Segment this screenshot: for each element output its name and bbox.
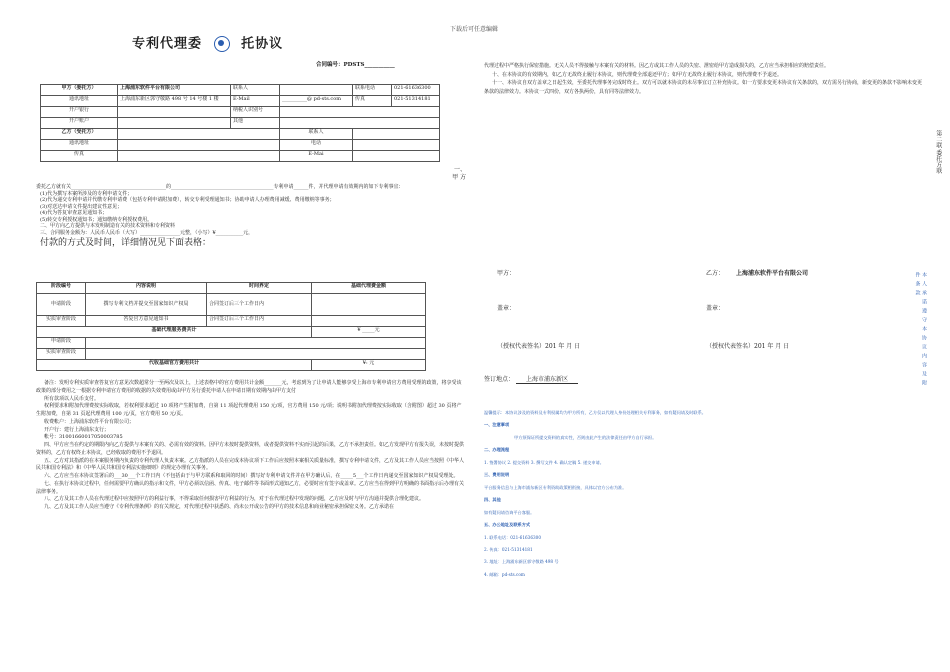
cell	[118, 140, 280, 151]
notice-line: 1. 联系电话：021-61636300	[484, 534, 541, 540]
table-row	[41, 140, 440, 151]
notice-line: 平台服务信息与上海市浦东新区专利资助政策相衔接，具体以官方公布为准。	[484, 484, 627, 490]
copy-label: 第二联 委托方联	[934, 130, 942, 174]
table-row	[41, 118, 440, 129]
notice-heading: 二、办理流程	[484, 447, 510, 453]
cell	[280, 85, 353, 96]
cell: 通讯地址	[41, 96, 118, 107]
paragraph: 帐号：31001660017050003785	[44, 434, 123, 441]
party-b-prefix: 乙方：	[706, 270, 725, 277]
cell: 撰写专利文档并提交至国家知识产权局	[86, 294, 207, 316]
notice-line: 3. 地址：上海浦东新区郭守敬路 498 号	[484, 559, 559, 565]
notice-line: 如有疑问请咨询平台客服。	[484, 509, 535, 515]
official-fee-value: ¥: 元	[312, 360, 426, 371]
cell: 联系人	[231, 85, 280, 96]
paragraph: 六、乙方应当在本协议签署后的___30___个工作日内（不包括由于与甲方联系和取回的时间）撰写好专利申请文件并在甲方确认后，在_____5___个工作日内递交至国家知识产权局受理处。	[44, 473, 459, 479]
notice-section	[484, 410, 904, 584]
cell: 合同签订后三个工作日内	[207, 294, 312, 316]
cell: 通讯地址	[41, 140, 118, 151]
cell	[118, 118, 231, 129]
cell: 甲方（委托方）	[41, 85, 118, 96]
notice-heading: 四、其他	[484, 497, 501, 503]
column-header: 内容说明	[86, 283, 207, 294]
column-header: 基础代理费金额	[312, 283, 426, 294]
paragraph: (2)代为递交专利申请并代缴专利申请费（包括专利申请附加费），转交专利受理通知书；协助申请人办理费用减缓、费用缴纳等事务；	[40, 197, 335, 203]
cell: 纳税人识别号	[231, 107, 280, 118]
fee-table	[36, 282, 426, 371]
paragraph: 二、甲方向乙方提供与本发明制造有关的技术资料和专利资料	[40, 223, 176, 229]
document-title	[132, 36, 283, 53]
table-row	[41, 129, 440, 140]
company-logo-icon	[214, 36, 230, 52]
paragraph: 权利要求和附加代理费按实际收取，若权利要求超过 10 项将产生附加费，自第 11 项起代理费用 150 元/项，官方费用 150 元/项；说明书附加代理费按实际收取（含附图）超过 30 页将产生附加费，自第 31 页起代理费用 100 元/页，官方费用 50 元/页。	[36, 403, 462, 417]
clauses-section-b	[36, 380, 466, 512]
cell: 021-61636300	[392, 85, 440, 96]
cell: 开户银行	[41, 107, 118, 118]
cell: 答复官方意见通知书	[86, 316, 207, 327]
paragraph: (4)代为答复审查意见通知书；	[40, 210, 108, 216]
table-row	[37, 360, 426, 371]
notice-line: 1. 签署协议 2. 提交资料 3. 撰写文件 4. 确认定稿 5. 递交申请。	[484, 459, 604, 465]
cell: 合同签订后三个工作日内	[207, 316, 312, 327]
notice-heading: 一、注意事项	[484, 422, 510, 428]
paragraph: 十、在本协议的有效期内，如乙方无故终止履行本协议，则代理费全部退还甲方；如甲方无故终止履行本协议，则代理费不予退还。	[492, 71, 783, 78]
cell: 开户账户	[41, 118, 118, 129]
place-value: 上海市浦东新区	[516, 376, 578, 384]
table-row	[37, 316, 426, 327]
table-row	[37, 294, 426, 316]
notice-heading: 五、办公地址及联系方式	[484, 522, 531, 528]
cell: __________@ pd-sts.com	[280, 96, 353, 107]
paragraph: (1)代为撰写本案所涉及的专利申请文件；	[40, 190, 133, 197]
cell	[118, 129, 280, 140]
party-a-label: 甲方：	[497, 270, 516, 277]
notice-line: 4. 邮箱：pd-sts.com	[484, 571, 525, 577]
seal-a-label: 盖章：	[497, 305, 516, 312]
seal-b-label: 盖章：	[706, 305, 725, 312]
cell: 021-51314181	[392, 96, 440, 107]
table-header-row	[37, 283, 426, 294]
party-table	[40, 84, 440, 162]
cell	[353, 129, 440, 140]
cell: 乙方（受托方）	[41, 129, 118, 140]
cell: 实质审查阶段	[37, 316, 86, 327]
date-a: （授权代表签名）201 年 月 日	[497, 343, 581, 350]
clauses-section-a	[36, 184, 466, 250]
notice-heading: 三、费用说明	[484, 472, 510, 478]
paragraph: 十一、本协议自双方盖章之日起生效，至委托代理事务完成时终止。双方可以就本协议的未尽事宜订立补充协议。如一方要求变更本协议有关条款的，双方需另行协商，新变更的条款不影响未变更条款的法律效力。本协议一式四份，双方各执两份，具有同等法律效力。	[484, 80, 923, 95]
table-row	[41, 85, 440, 96]
cell: 申请阶段	[37, 338, 86, 349]
paragraph: 八、乙方及其工作人员在代理过程中应按照甲方的利益行事，不得采取任何损害甲方利益的行为，对于在代理过程中发现的问题，乙方应及时与甲方沟通并提供合理化建议。	[44, 496, 425, 503]
title-left: 专利代理委	[132, 36, 203, 52]
paragraph: 四、甲方应当在约定的期限内向乙方提供与本案有关的、必需有效的资料。因甲方未按时提供资料，或者提供资料不实而引起的后果，乙方不承担责任。如乙方发现甲方有报失误，未按时提供资料的，乙方有权终止本协议，已经收取的费用不予退回。	[36, 442, 465, 456]
paragraph: 九、乙方及其工作人员应当遵守《专利代理条例》的有关规定，对代理过程中获悉的、尚未公开或公告的甲方的技术信息和商业秘密承担保密义务。乙方承诺在	[44, 504, 395, 510]
cell: 实质审查阶段	[37, 349, 86, 360]
cell: 联系人	[280, 129, 353, 140]
blue-side-note: 本人承诺遵守本协议内容及附件条款	[914, 272, 927, 389]
paragraph: (5)转交专利授权通知书；通知缴纳专利授权费用。	[40, 216, 153, 223]
cell	[353, 151, 440, 162]
cell	[353, 140, 440, 151]
cell: 申请阶段	[37, 294, 86, 316]
fee-heading: 付款的方式及时间，详细情况见下面表格：	[40, 238, 212, 248]
paragraph: 五、乙方对其指派的在本案服务期内负责的专利代理人负责本案。乙方指派的人员在完成本协议项下工作后应按照本案相关质量标准，撰写专利申请文件，乙方及其工作人员应当按照《中华人民共和国专利法》和《中华人民共和国专利法实施细则》的规定办理有关事务。	[36, 457, 465, 472]
download-note: 下载后可任意编辑	[450, 26, 499, 33]
cell: 上海浦东软件平台有限公司	[118, 85, 231, 96]
table-row	[41, 96, 440, 107]
cell: E-Mail	[231, 96, 280, 107]
column-header: 阶段编号	[37, 283, 86, 294]
table-row	[37, 338, 426, 349]
paragraph: 开户行：建行上海浦东支行；	[44, 426, 110, 433]
notice-line: 甲方须保证所提交资料的真实性，否则由此产生的法律责任由甲方自行承担。	[514, 434, 657, 440]
table-row	[37, 327, 426, 338]
cell	[312, 294, 426, 316]
subtotal-label: 基础代理服务费共计	[37, 327, 312, 338]
cell	[118, 151, 280, 162]
paragraph: 三、合同服务金额为：人民币人民币（大写）________________元整，（小写）¥___________元，	[40, 229, 254, 236]
cell: 其他	[231, 118, 280, 129]
paragraph: 所有款项以人民币支付。	[44, 395, 100, 402]
paragraph: 七、在执行本协议过程中，任何需要甲方确认的指示和文件，甲方必须以信函、传真、电子邮件等书面形式通知乙方，必要时应有签字或盖章。乙方应当在得到甲方明确的书面指示后办理有关法律事务。	[36, 480, 465, 495]
cell	[312, 316, 426, 327]
sign-place	[484, 376, 578, 384]
cell: E-Mai	[280, 151, 353, 162]
table-row	[37, 349, 426, 360]
date-b: （授权代表签名）201 年 月 日	[706, 343, 790, 350]
table-row	[41, 151, 440, 162]
section-one-mark: 一、 甲 方	[452, 166, 466, 181]
notice-line: 温馨提示：本协议涉及的资料及专利权属均为甲方所有，乙方仅以代理人身份处理相关专利事务，如有疑问请及时联系。	[484, 410, 706, 415]
cell: 电话	[280, 140, 353, 151]
place-label: 签订地点：	[484, 376, 515, 383]
contract-number: 合同编号：PDSTS___________	[316, 62, 395, 68]
table-row	[41, 107, 440, 118]
cell: 传真	[41, 151, 118, 162]
cell	[86, 338, 426, 349]
cell: 联系电话	[353, 85, 392, 96]
paragraph: 收费帐户：上海浦东软件平台有限公司；	[44, 418, 135, 425]
party-b-name: 上海浦东软件平台有限公司	[735, 270, 808, 277]
paragraph: 备注：发明专利实质审查答复官方意见次数超常分一至两次及以上，上述表格中的官方费用共计金额_______元，考虑到为了让申请人能够享受上海市专利申请官方费用受理的政策，将享受该政策的部分费用之一根据专利申请官方费用的收据的失效费用或由甲方另行委托申请人在申请日期有效期内由甲方支付	[36, 380, 462, 394]
cell	[280, 107, 440, 118]
cell	[118, 107, 231, 118]
party-b-label	[706, 270, 808, 278]
column-header: 时间界定	[207, 283, 312, 294]
cell	[86, 349, 426, 360]
official-fee-label: 代收基础官方费用共计	[37, 360, 312, 371]
title-right: 托协议	[241, 36, 284, 52]
paragraph: 委托乙方就有关______________________________________的_________________________________________专利申请______件，并代理申请有效期内的如下专利事宜：	[36, 184, 404, 190]
paragraph: (3)对送达申请文件提出建议性意见；	[40, 203, 123, 210]
clauses-right	[484, 62, 924, 96]
paragraph: 代理过程中严格执行保密措施。无关人员不得接触与本案有关的材料。因乙方或其工作人员的失密、泄密给甲方造成损失的，乙方应当承担相应的赔偿责任。	[484, 63, 830, 69]
cell: 传真	[353, 96, 392, 107]
cell	[280, 118, 440, 129]
notice-line: 2. 传真：021-51314181	[484, 546, 533, 552]
cell: 上海浦东新区郭守敬路 498 号 14 号楼 1 楼	[118, 96, 231, 107]
subtotal-value: ¥ _____元	[312, 327, 426, 338]
